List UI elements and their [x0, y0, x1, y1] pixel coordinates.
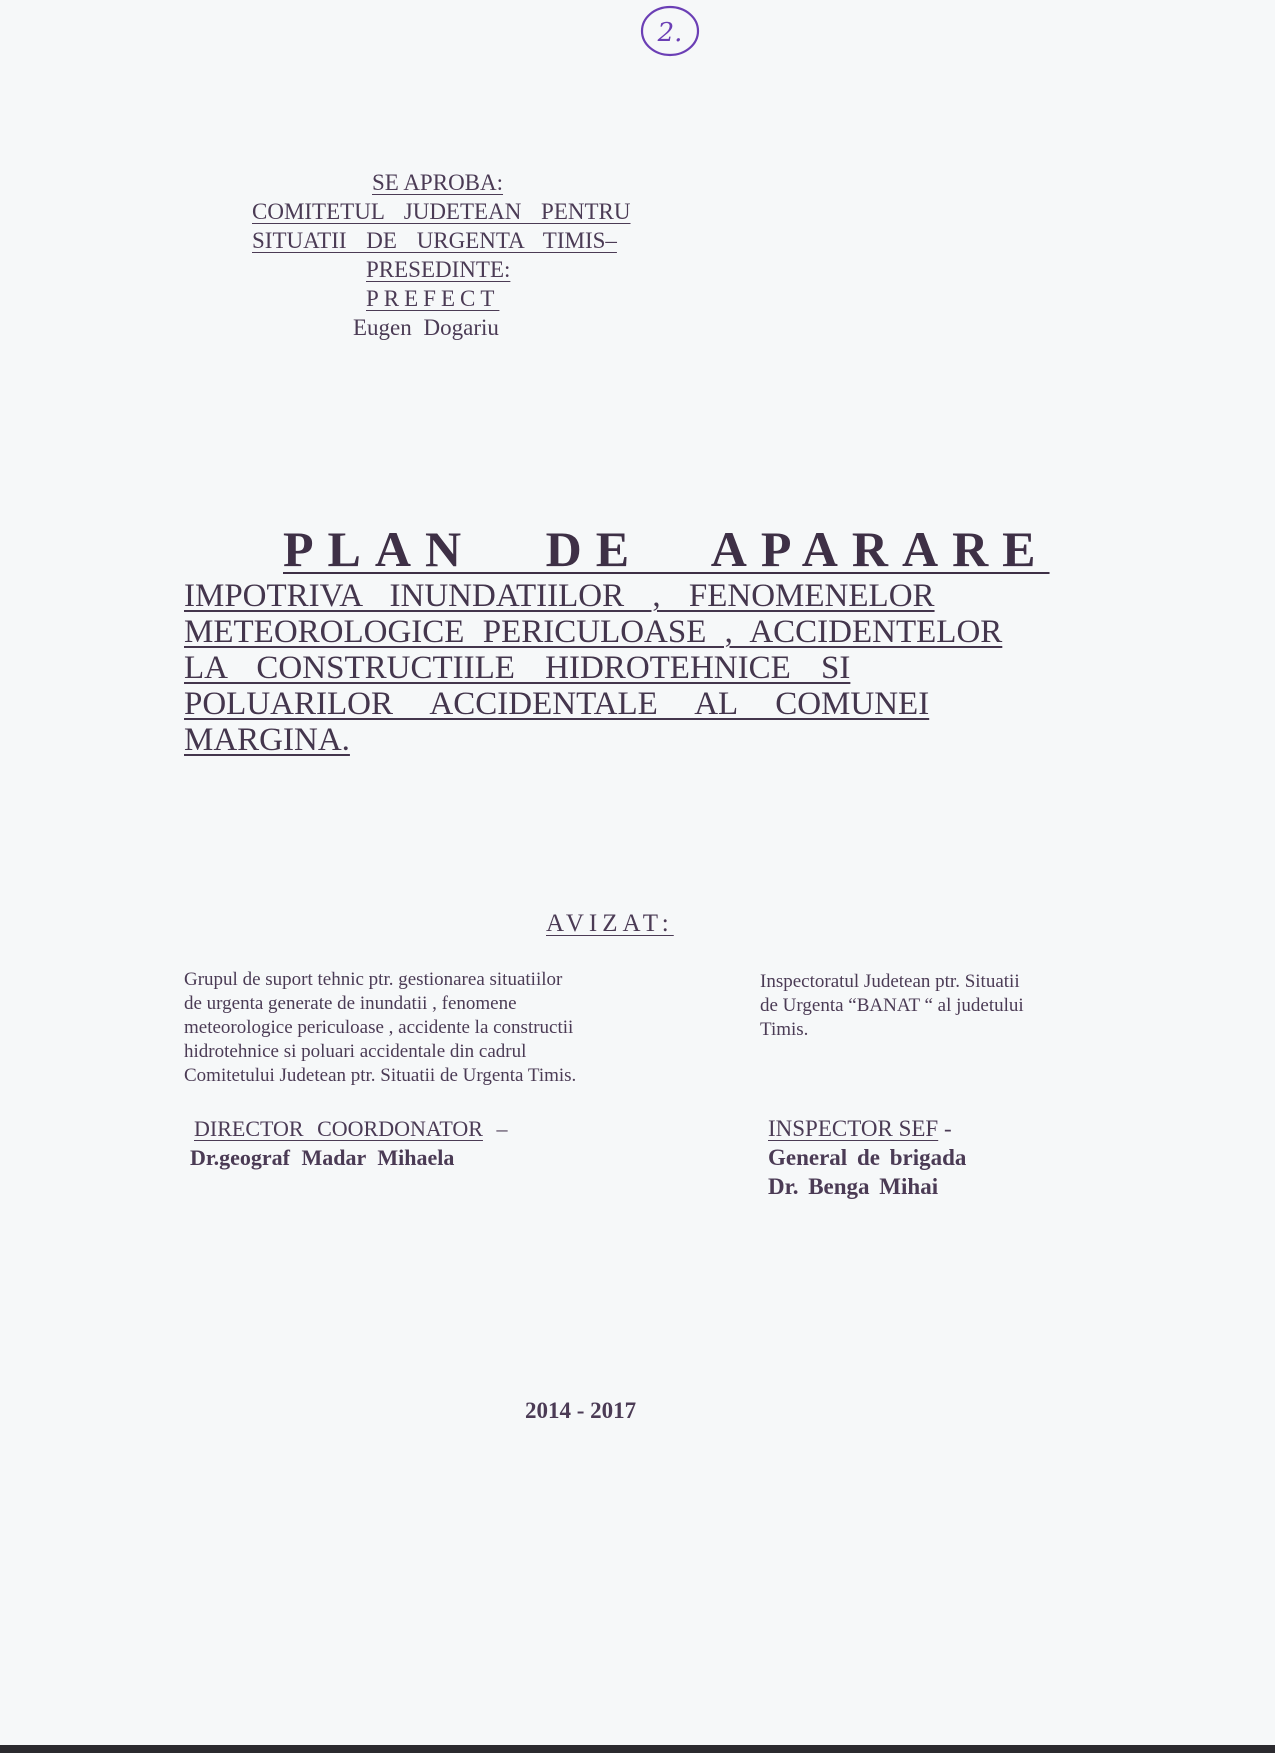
left-body-text: Grupul de suport tehnic ptr. gestionarea situatiilor de urgenta generate de inundatii , fenomene meteorologice periculoase , accidente la constructii hidrotehnice si poluari accidentale din cadrul Comitetului Judetean ptr. Situatii de Urgenta Timis. — [184, 969, 577, 1086]
subtitle-line: POLUARILOR ACCIDENTALE AL COMUNEI — [184, 686, 930, 722]
left-signature-block — [190, 1114, 507, 1172]
approval-committee-line1: COMITETUL JUDETEAN PENTRU — [252, 199, 631, 224]
plan-period: 2014 - 2017 — [525, 1398, 637, 1423]
right-signature-role: INSPECTOR SEF - — [768, 1116, 952, 1141]
scan-bottom-edge — [0, 1745, 1275, 1753]
approval-committee-line2: SITUATII DE URGENTA TIMIS– — [252, 228, 617, 253]
approval-president-label: PRESEDINTE: — [366, 257, 511, 282]
approval-prefect-name: Eugen Dogariu — [353, 315, 499, 340]
right-signature-rank: General de brigada — [768, 1145, 967, 1170]
approval-prefect-label: PREFECT — [366, 286, 500, 311]
left-signature-role: DIRECTOR COORDONATOR – — [194, 1116, 508, 1141]
right-signature-block — [768, 1114, 966, 1201]
left-signature-name: Dr.geograf Madar Mihaela — [190, 1145, 455, 1170]
right-body-text: Inspectoratul Judetean ptr. Situatii de Urgenta “BANAT “ al judetului Timis. — [760, 971, 1024, 1040]
page-number-text: 2. — [657, 18, 683, 48]
avizat-heading: AVIZAT: — [546, 910, 674, 937]
subtitle-line: IMPOTRIVA INUNDATIILOR , FENOMENELOR — [184, 578, 935, 614]
approval-heading: SE APROBA: — [372, 170, 504, 195]
approval-block — [250, 168, 710, 342]
right-endorser-description — [760, 970, 1100, 1042]
left-endorser-description — [184, 968, 704, 1088]
subtitle-line: LA CONSTRUCTIILE HIDROTEHNICE SI — [184, 650, 851, 686]
document-title: PLAN DE APARARE — [283, 521, 1050, 577]
subtitle-line: METEOROLOGICE PERICULOASE , ACCIDENTELOR — [184, 614, 1003, 650]
document-subtitle — [184, 578, 1084, 758]
subtitle-line: MARGINA. — [184, 722, 350, 758]
circle-stamp-icon — [638, 2, 702, 58]
right-signature-name: Dr. Benga Mihai — [768, 1174, 939, 1199]
handwritten-page-number-stamp — [638, 2, 702, 58]
